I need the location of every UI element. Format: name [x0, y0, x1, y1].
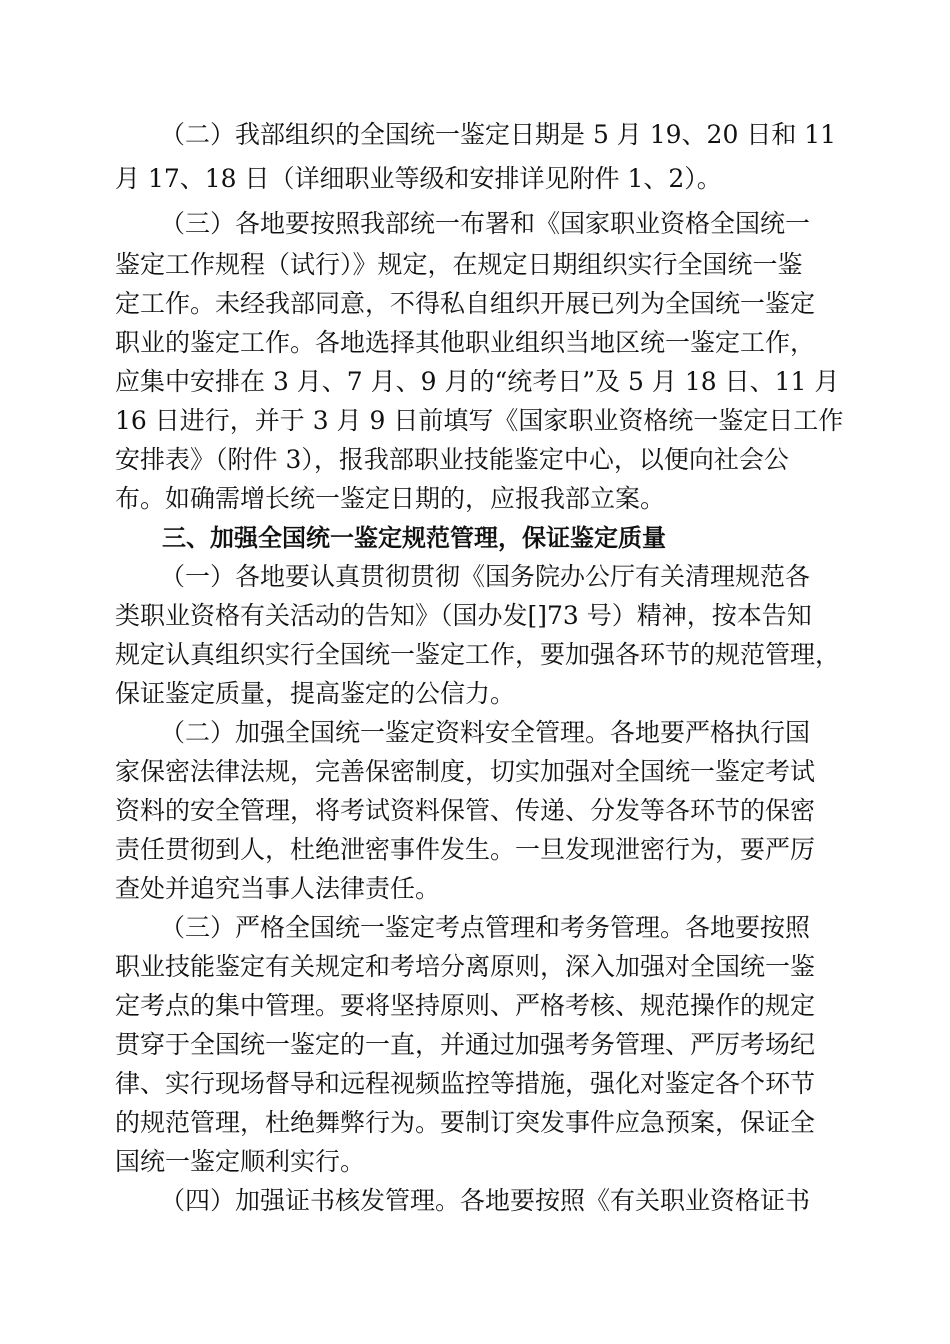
- text-line: 规定认真组织实行全国统一鉴定工作，要加强各环节的规范管理，: [115, 640, 841, 669]
- text-line: 律、实行现场督导和远程视频监控等措施，强化对鉴定各个环节: [115, 1069, 816, 1098]
- text-line: （三）各地要按照我部统一布署和《国家职业资格全国统一: [160, 209, 811, 238]
- section-heading: 三、加强全国统一鉴定规范管理，保证鉴定质量: [162, 524, 666, 552]
- text-line: 资料的安全管理，将考试资料保管、传递、分发等各环节的保密: [115, 796, 816, 825]
- text-line: 的规范管理，杜绝舞弊行为。要制订突发事件应急预案，保证全: [115, 1108, 816, 1137]
- text-line: （二）我部组织的全国统一鉴定日期是 5 月 19、20 日和 11: [160, 120, 837, 149]
- text-line: 16 日进行，并于 3 月 9 日前填写《国家职业资格统一鉴定日工作: [115, 406, 844, 435]
- text-line: 月 17、18 日（详细职业等级和安排详见附件 1、2）。: [115, 164, 722, 193]
- text-line: （四）加强证书核发管理。各地要按照《有关职业资格证书: [160, 1186, 811, 1215]
- text-line: 鉴定工作规程（试行）》规定，在规定日期组织实行全国统一鉴: [115, 250, 803, 279]
- text-line: 安排表》（附件 3），报我部职业技能鉴定中心，以便向社会公: [115, 445, 789, 474]
- text-line: 责任贯彻到人，杜绝泄密事件发生。一旦发现泄密行为，要严厉: [115, 835, 816, 864]
- text-line: 保证鉴定质量，提高鉴定的公信力。: [115, 679, 516, 708]
- text-line: （一）各地要认真贯彻贯彻《国务院办公厅有关清理规范各: [160, 562, 811, 591]
- text-line: 职业的鉴定工作。各地选择其他职业组织当地区统一鉴定工作，: [115, 328, 816, 357]
- text-line: 定考点的集中管理。要将坚持原则、严格考核、规范操作的规定: [115, 991, 816, 1020]
- text-line: （三）严格全国统一鉴定考点管理和考务管理。各地要按照: [160, 913, 811, 942]
- text-line: 定工作。未经我部同意，不得私自组织开展已列为全国统一鉴定: [115, 289, 816, 318]
- text-line: 布。如确需增长统一鉴定日期的，应报我部立案。: [115, 484, 666, 513]
- text-line: 贯穿于全国统一鉴定的一直，并通过加强考务管理、严厉考场纪: [115, 1030, 816, 1059]
- text-line: 应集中安排在 3 月、7 月、9 月的“统考日”及 5 月 18 日、11 月: [115, 367, 840, 396]
- text-line: 国统一鉴定顺利实行。: [115, 1147, 366, 1176]
- text-line: 职业技能鉴定有关规定和考培分离原则，深入加强对全国统一鉴: [115, 952, 816, 981]
- text-line: 查处并追究当事人法律责任。: [115, 874, 441, 903]
- text-line: 家保密法律法规，完善保密制度，切实加强对全国统一鉴定考试: [115, 757, 816, 786]
- text-line: （二）加强全国统一鉴定资料安全管理。各地要严格执行国: [160, 718, 811, 747]
- text-line: 类职业资格有关活动的告知》（国办发[]73 号）精神，按本告知: [115, 601, 812, 630]
